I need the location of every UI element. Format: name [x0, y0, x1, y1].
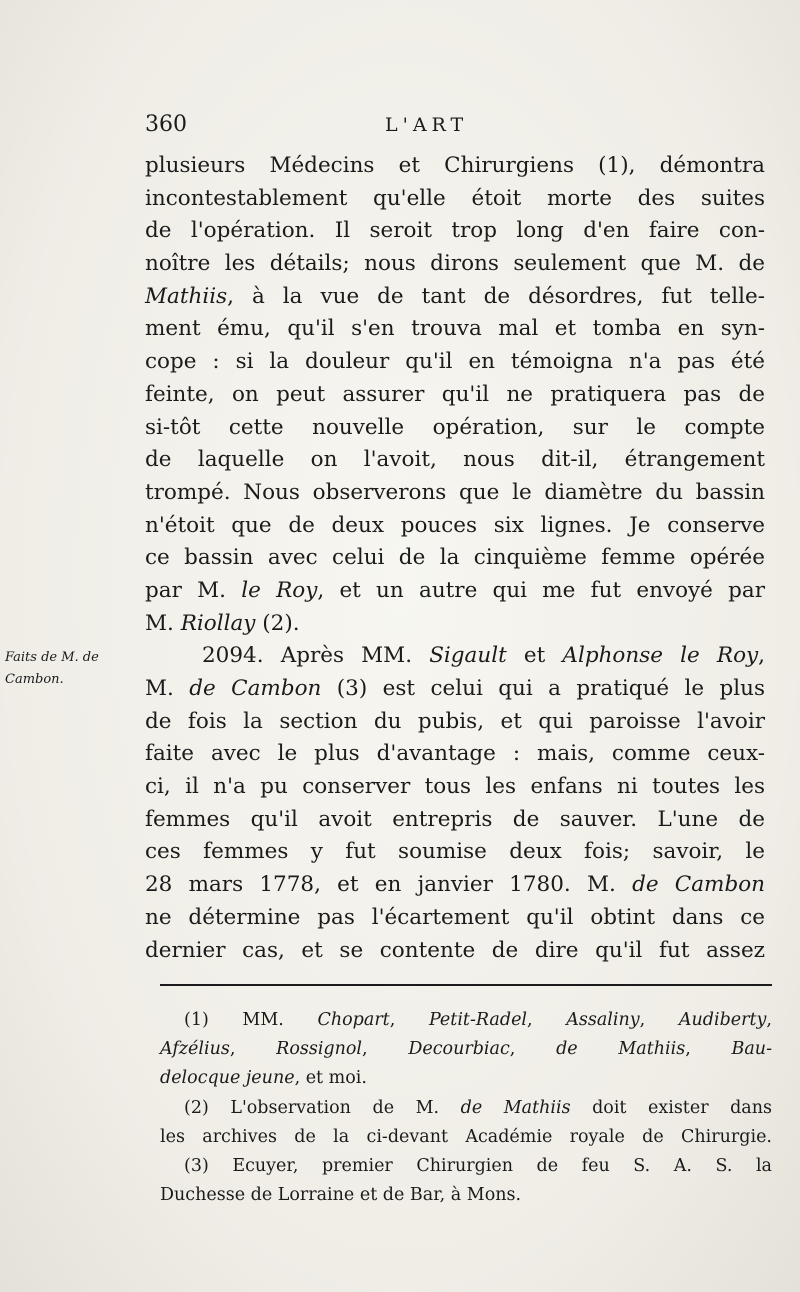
text-line: noître les détails; nous dirons seulement que M. de [145, 251, 765, 277]
footnotes [160, 1006, 772, 1210]
margin-note-line: Faits de M. de [5, 650, 99, 665]
running-title: L'ART [385, 114, 469, 136]
text-line: plusieurs Médecins et Chirurgiens (1), démontra [145, 153, 765, 178]
text-line: femmes qu'il avoit entrepris de sauver. L'une de [145, 806, 765, 832]
footnote-line: (2) L'observation de M. de Mathiis doit exister dans [184, 1097, 772, 1118]
text-line: feinte, on peut assurer qu'il ne pratiquera pas de [145, 381, 765, 407]
text-line: si-tôt cette nouvelle opération, sur le compte [145, 414, 765, 440]
text-line: de l'opération. Il seroit trop long d'en faire con- [145, 218, 765, 244]
text-line: ment ému, qu'il s'en trouva mal et tomba en syn- [145, 316, 765, 342]
footnote-line: (3) Ecuyer, premier Chirurgien de feu S. A. S. la [184, 1155, 772, 1176]
page-number: 360 [145, 112, 187, 137]
footnote-line: Duchesse de Lorraine et de Bar, à Mons. [160, 1185, 522, 1206]
text-line: faite avec le plus d'avantage : mais, comme ceux- [145, 741, 765, 767]
text-line: trompé. Nous observerons que le diamètre du bassin [145, 479, 765, 505]
text-line: 28 mars 1778, et en janvier 1780. M. de Cambon [145, 872, 766, 898]
paragraph-start-line: 2094. Après MM. Sigault et Alphonse le Roy, [202, 643, 765, 669]
text-line: M. Riollay (2). [145, 610, 300, 636]
page-header [145, 112, 765, 146]
margin-note-line: Cambon. [5, 672, 64, 687]
text-line: de laquelle on l'avoit, nous dit-il, étrangement [145, 447, 765, 473]
margin-note [5, 647, 145, 691]
text-line: ces femmes y fut soumise deux fois; savoir, le [145, 839, 765, 865]
text-line: ce bassin avec celui de la cinquième femme opérée [145, 545, 765, 571]
text-line: de fois la section du pubis, et qui paroisse l'avoir [145, 708, 765, 734]
text-line: M. de Cambon (3) est celui qui a pratiqué le plus [145, 676, 765, 701]
text-line: dernier cas, et se contente de dire qu'il fut assez [145, 937, 765, 963]
footnote-line: Afzélius, Rossignol, Decourbiac, de Mathiis, Bau- [160, 1039, 772, 1060]
text-line: incontestablement qu'elle étoit morte des suites [145, 185, 765, 211]
text-line: ne détermine pas l'écartement qu'il obtint dans ce [145, 904, 765, 930]
footnote-line: (1) MM. Chopart, Petit-Radel, Assaliny, Audiberty, [184, 1010, 772, 1030]
footnote-line: les archives de la ci-devant Académie royale de Chirurgie. [160, 1126, 772, 1147]
text-line: ci, il n'a pu conserver tous les enfans ni toutes les [145, 774, 765, 800]
footnote-divider [160, 984, 772, 986]
text-line: Mathiis, à la vue de tant de désordres, fut telle- [145, 283, 765, 309]
main-text [145, 150, 765, 967]
text-line: n'étoit que de deux pouces six lignes. Je conserve [145, 512, 765, 538]
text-line: par M. le Roy, et un autre qui me fut envoyé par [145, 577, 765, 603]
text-line: cope : si la douleur qu'il en témoigna n'a pas été [145, 349, 765, 375]
footnote-line: delocque jeune, et moi. [160, 1068, 367, 1089]
